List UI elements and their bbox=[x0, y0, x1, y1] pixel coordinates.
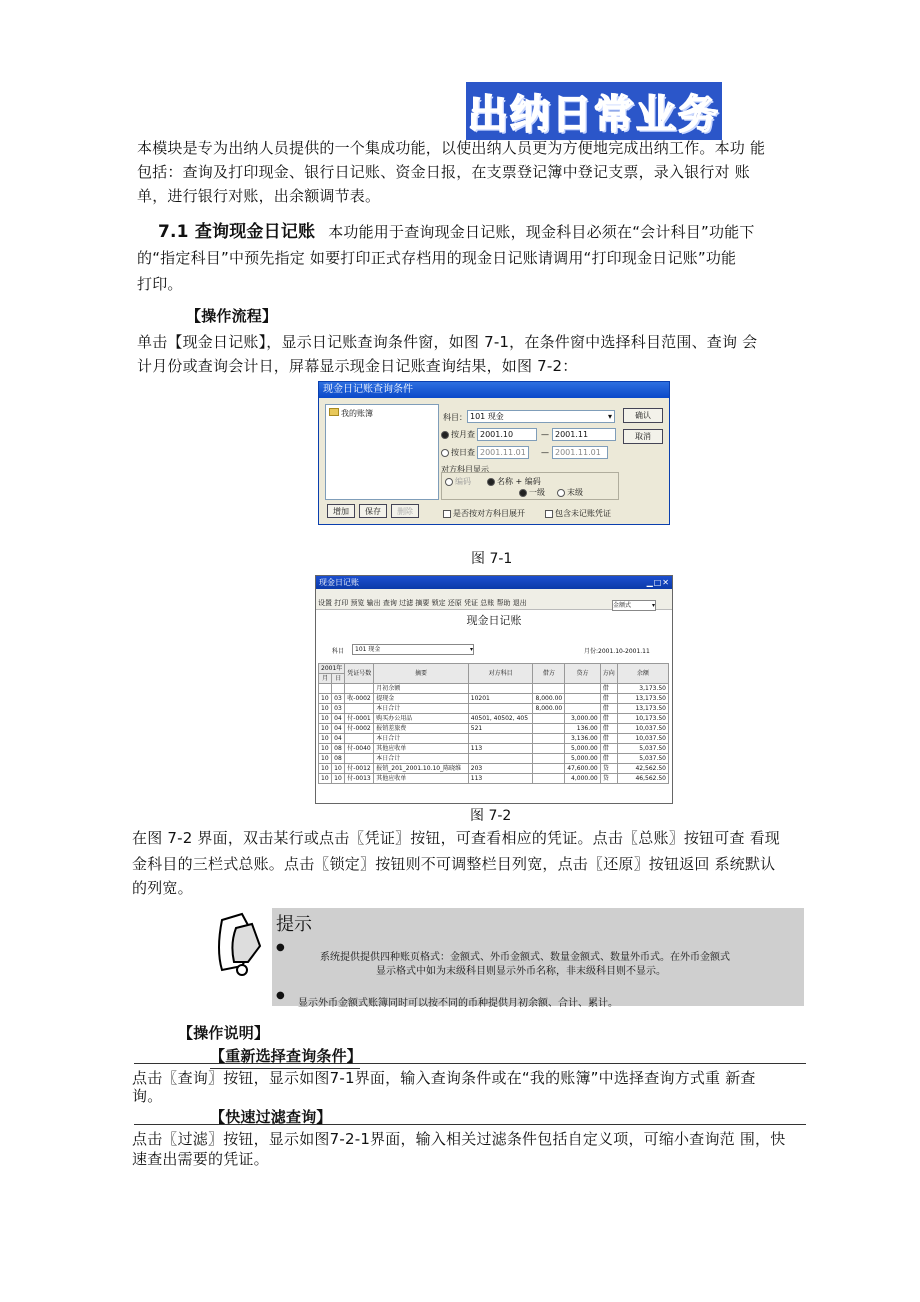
flow-line-2: 计月份或查询会计日，屏幕显示现金日记账查询结果，如图 7-2： bbox=[137, 357, 578, 375]
table-cell: 贷 bbox=[600, 764, 617, 774]
table-cell: 10 bbox=[319, 724, 332, 734]
chevron-down-icon: ▾ bbox=[651, 602, 655, 609]
section-text: 本功能用于查询现金日记账，现金科目必须在“会计科目”功能下 bbox=[328, 223, 755, 241]
table-cell: 113 bbox=[468, 744, 533, 754]
table-cell: 借 bbox=[600, 684, 617, 694]
tip-box bbox=[272, 908, 804, 1009]
col-direction: 方向 bbox=[600, 664, 617, 684]
table-cell: 04 bbox=[332, 734, 345, 744]
include-unposted-checkbox[interactable] bbox=[545, 508, 611, 519]
table-cell: 203 bbox=[468, 764, 533, 774]
radio-icon bbox=[441, 431, 449, 439]
day-from-field[interactable]: 2001.11.01 bbox=[477, 446, 529, 459]
ops-sub2-line-1: 点击〖过滤〗按钮，显示如图7-2-1界面，输入相关过滤条件包括自定义项，可缩小查询范 围，快 bbox=[132, 1130, 786, 1148]
menu-strip bbox=[316, 589, 672, 598]
table-cell: 借 bbox=[600, 734, 617, 744]
table-cell: 10 bbox=[319, 764, 332, 774]
table-cell: 提现金 bbox=[374, 694, 468, 704]
table-cell: 113 bbox=[468, 774, 533, 784]
table-cell: 付-0002 bbox=[345, 724, 374, 734]
table-row[interactable] bbox=[319, 704, 669, 714]
table-cell: 10 bbox=[319, 714, 332, 724]
ok-button[interactable]: 确认 bbox=[623, 408, 663, 423]
table-cell: 本日合计 bbox=[374, 734, 468, 744]
subject-value: 101 现金 bbox=[355, 646, 381, 653]
table-cell bbox=[468, 754, 533, 764]
table-cell: 4,000.00 bbox=[565, 774, 601, 784]
figure-7-1-caption: 图 7-1 bbox=[471, 551, 513, 567]
table-cell: 借 bbox=[600, 694, 617, 704]
intro-line-2: 包括：查询及打印现金、银行日记账、资金日报，在支票登记簿中登记支票，录入银行对 账 bbox=[137, 163, 750, 181]
table-cell: 报销_201_2001.10.10_陈晓维 bbox=[374, 764, 468, 774]
table-row[interactable] bbox=[319, 724, 669, 734]
table-cell: 贷 bbox=[600, 774, 617, 784]
query-condition-dialog bbox=[318, 381, 670, 525]
table-cell: 借 bbox=[600, 744, 617, 754]
flow-heading: 【操作流程】 bbox=[186, 307, 278, 325]
col-opposite: 对方科目 bbox=[468, 664, 533, 684]
toolbar-items[interactable]: 设置 打印 预览 输出 查询 过滤 摘要 锁定 还原 凭证 总账 帮助 退出 bbox=[318, 599, 527, 607]
save-button[interactable]: 保存 bbox=[359, 504, 387, 518]
table-cell: 收-0002 bbox=[345, 694, 374, 704]
table-cell: 3,136.00 bbox=[565, 734, 601, 744]
ops-sub2-heading: 【快速过滤查询】 bbox=[210, 1108, 332, 1126]
ops-sub1-heading: 【重新选择查询条件】 bbox=[210, 1044, 360, 1069]
ops-sub1-line-1: 点击〖查询〗按钮，显示如图7-1界面，输入查询条件或在“我的账簿”中选择查询方式重 新查 bbox=[132, 1069, 756, 1087]
bell-icon bbox=[212, 910, 266, 980]
table-cell bbox=[533, 764, 565, 774]
table-row[interactable] bbox=[319, 714, 669, 724]
cancel-button[interactable]: 取消 bbox=[623, 429, 663, 444]
table-cell: 08 bbox=[332, 744, 345, 754]
opt-code-label: 编码 bbox=[455, 477, 471, 486]
table-row[interactable] bbox=[319, 754, 669, 764]
section-7-1-line-2: 的“指定科目”中预先指定 如要打印正式存档用的现金日记账请调用“打印现金日记账”功能 bbox=[137, 249, 737, 267]
table-cell: 10 bbox=[319, 704, 332, 714]
subject-label: 科目： bbox=[443, 413, 467, 422]
table-cell bbox=[533, 734, 565, 744]
subject-label: 科目 bbox=[332, 648, 345, 655]
table-cell bbox=[533, 774, 565, 784]
table-cell: 8,000.00 bbox=[533, 694, 565, 704]
table-row[interactable] bbox=[319, 694, 669, 704]
table-cell: 付-0040 bbox=[345, 744, 374, 754]
table-row[interactable] bbox=[319, 744, 669, 754]
col-month: 月 bbox=[319, 674, 332, 684]
subject-value: 101 现金 bbox=[470, 412, 504, 421]
subject-select[interactable] bbox=[467, 410, 615, 423]
table-cell: 3,000.00 bbox=[565, 714, 601, 724]
toolbar[interactable] bbox=[316, 598, 672, 610]
divider bbox=[134, 1124, 806, 1125]
title-art-banner: 出纳日常业务 bbox=[466, 82, 722, 140]
radio-icon bbox=[487, 478, 495, 486]
tip-item-2: 显示外币金额式账簿同时可以按不同的币种提供月初余额、合计、累计。 bbox=[298, 998, 618, 1009]
bullet-icon: ● bbox=[276, 990, 285, 1001]
section-7-1-line-3: 打印。 bbox=[137, 275, 183, 293]
tip-title: 提示 bbox=[276, 914, 312, 935]
add-button[interactable]: 增加 bbox=[327, 504, 355, 518]
tree-item-my-books[interactable]: 我的账簿 bbox=[341, 409, 373, 418]
table-cell: 购买办公用品 bbox=[374, 714, 468, 724]
table-cell bbox=[565, 704, 601, 714]
figure-7-2-caption: 图 7-2 bbox=[470, 808, 512, 824]
year-header: 2001年 bbox=[319, 664, 345, 674]
journal-heading: 现金日记账 bbox=[466, 614, 522, 627]
table-cell: 月初余额 bbox=[374, 684, 468, 694]
after-fig2-line-1: 在图 7-2 界面，双击某行或点击〖凭证〗按钮，可查看相应的凭证。点击〖总账〗按钮可查 看现 bbox=[132, 829, 781, 847]
window-title: 现金日记账 bbox=[319, 578, 359, 587]
after-fig2-line-3: 的列宽。 bbox=[132, 879, 193, 897]
table-cell: 本日合计 bbox=[374, 754, 468, 764]
opt-level1-radio[interactable] bbox=[519, 487, 545, 498]
table-cell: 04 bbox=[332, 724, 345, 734]
table-row[interactable] bbox=[319, 774, 669, 784]
chevron-down-icon: ▾ bbox=[469, 646, 473, 653]
table-cell: 10201 bbox=[468, 694, 533, 704]
col-balance: 余额 bbox=[617, 664, 668, 684]
table-cell: 10,173.50 bbox=[617, 714, 668, 724]
table-cell: 借 bbox=[600, 704, 617, 714]
checkbox-icon bbox=[545, 510, 553, 518]
col-voucher: 凭证号数 bbox=[345, 664, 374, 684]
ops-sub2-line-2: 速查出需要的凭证。 bbox=[132, 1150, 269, 1168]
table-cell: 10 bbox=[332, 774, 345, 784]
table-cell: 本日合计 bbox=[374, 704, 468, 714]
format-value: 金额式 bbox=[613, 602, 632, 609]
section-heading: 7.1 查询现金日记账 bbox=[158, 222, 316, 242]
table-cell: 136.00 bbox=[565, 724, 601, 734]
opt-code-radio[interactable] bbox=[445, 476, 471, 487]
table-cell: 42,562.50 bbox=[617, 764, 668, 774]
table-cell bbox=[533, 724, 565, 734]
month-to-select[interactable]: 2001.11 bbox=[552, 428, 616, 441]
section-7-1-line-1 bbox=[137, 220, 755, 244]
table-cell bbox=[533, 684, 565, 694]
chevron-down-icon: ▾ bbox=[607, 412, 612, 421]
opposite-group-label: 对方科目显示 bbox=[441, 465, 489, 474]
tip-item-1b: 显示格式中如为末级科目则显示外币名称，非末级科目则不显示。 bbox=[376, 966, 666, 977]
table-row[interactable] bbox=[319, 684, 669, 694]
table-row[interactable] bbox=[319, 734, 669, 744]
col-day: 日 bbox=[332, 674, 345, 684]
col-credit: 贷方 bbox=[565, 664, 601, 684]
table-cell: 10 bbox=[319, 744, 332, 754]
table-cell: 8,000.00 bbox=[533, 704, 565, 714]
subject-select[interactable] bbox=[352, 644, 474, 655]
opt-level1-label: 一级 bbox=[529, 488, 545, 497]
flow-line-1: 单击【现金日记账】，显示日记账查询条件窗，如图 7-1，在条件窗中选择科目范围、查询 会 bbox=[137, 333, 758, 351]
cash-journal-window bbox=[315, 575, 673, 804]
table-cell bbox=[468, 704, 533, 714]
table-cell: 10,037.50 bbox=[617, 724, 668, 734]
table-cell: 10 bbox=[319, 774, 332, 784]
table-cell: 10 bbox=[332, 764, 345, 774]
table-cell: 10 bbox=[319, 734, 332, 744]
radio-icon bbox=[441, 449, 449, 457]
col-summary: 摘要 bbox=[374, 664, 468, 684]
table-cell bbox=[533, 754, 565, 764]
table-cell bbox=[468, 734, 533, 744]
table-cell: 40501, 40502, 405 bbox=[468, 714, 533, 724]
table-cell: 10 bbox=[319, 694, 332, 704]
table-cell: 借 bbox=[600, 714, 617, 724]
opt-name-code-label: 名称 + 编码 bbox=[497, 477, 541, 486]
my-books-tree[interactable] bbox=[325, 404, 439, 500]
window-title-bar bbox=[316, 576, 672, 589]
period-label: 月份:2001.10-2001.11 bbox=[584, 648, 650, 655]
table-cell: 03 bbox=[332, 704, 345, 714]
after-fig2-line-2: 金科目的三栏式总账。点击〖锁定〗按钮则不可调整栏目列宽，点击〖还原〗按钮返回 系统默认 bbox=[132, 855, 776, 873]
table-cell: 借 bbox=[600, 754, 617, 764]
table-cell bbox=[565, 684, 601, 694]
table-cell bbox=[533, 714, 565, 724]
delete-button[interactable]: 删除 bbox=[391, 504, 419, 518]
ops-sub1-line-2: 询。 bbox=[132, 1087, 163, 1105]
by-month-radio[interactable] bbox=[441, 429, 475, 440]
table-cell: 3,173.50 bbox=[617, 684, 668, 694]
table-cell bbox=[345, 734, 374, 744]
table-cell bbox=[533, 744, 565, 754]
table-cell: 其他应收单 bbox=[374, 744, 468, 754]
table-cell: 5,000.00 bbox=[565, 754, 601, 764]
opt-last-radio[interactable] bbox=[557, 487, 583, 498]
ops-heading: 【操作说明】 bbox=[178, 1024, 270, 1042]
table-cell bbox=[345, 684, 374, 694]
table-cell: 借 bbox=[600, 724, 617, 734]
table-cell bbox=[319, 684, 332, 694]
table-cell: 10 bbox=[319, 754, 332, 764]
include-label: 包含未记账凭证 bbox=[555, 509, 611, 518]
by-month-label: 按月查 bbox=[451, 430, 475, 439]
day-to-field[interactable]: 2001.11.01 bbox=[552, 446, 608, 459]
table-cell: 13,173.50 bbox=[617, 704, 668, 714]
opt-last-label: 末级 bbox=[567, 488, 583, 497]
table-cell: 04 bbox=[332, 714, 345, 724]
expand-label: 是否按对方科目展开 bbox=[453, 509, 525, 518]
intro-line-1: 本模块是专为出纳人员提供的一个集成功能，以使出纳人员更为方便地完成出纳工作。本功 能 bbox=[137, 139, 766, 157]
table-cell: 13,173.50 bbox=[617, 694, 668, 704]
table-row[interactable] bbox=[319, 764, 669, 774]
table-cell bbox=[565, 694, 601, 704]
table-cell: 付-0013 bbox=[345, 774, 374, 784]
table-cell: 其他应收单 bbox=[374, 774, 468, 784]
table-cell: 5,000.00 bbox=[565, 744, 601, 754]
divider bbox=[134, 1063, 806, 1064]
table-cell: 10,037.50 bbox=[617, 734, 668, 744]
table-cell bbox=[345, 754, 374, 764]
by-day-radio[interactable] bbox=[441, 447, 475, 458]
radio-icon bbox=[557, 489, 565, 497]
window-controls-icon[interactable]: ▁□✕ bbox=[646, 578, 670, 587]
range-dash: — bbox=[541, 430, 549, 439]
journal-table bbox=[318, 663, 669, 784]
table-cell: 付-0012 bbox=[345, 764, 374, 774]
table-cell: 521 bbox=[468, 724, 533, 734]
col-debit: 借方 bbox=[533, 664, 565, 684]
table-cell bbox=[345, 704, 374, 714]
intro-line-3: 单，进行银行对账，出余额调节表。 bbox=[137, 187, 381, 205]
table-cell: 5,037.50 bbox=[617, 744, 668, 754]
month-from-select[interactable]: 2001.10 bbox=[477, 428, 537, 441]
checkbox-icon bbox=[443, 510, 451, 518]
table-cell: 5,037.50 bbox=[617, 754, 668, 764]
opt-name-code-radio[interactable] bbox=[487, 476, 541, 487]
format-select[interactable] bbox=[612, 600, 656, 611]
radio-icon bbox=[445, 478, 453, 486]
range-dash-2: — bbox=[541, 448, 549, 457]
dialog-title: 现金日记账查询条件 bbox=[319, 382, 669, 398]
expand-checkbox[interactable] bbox=[443, 508, 525, 519]
folder-icon bbox=[329, 408, 339, 416]
bullet-icon: ● bbox=[276, 942, 285, 953]
radio-icon bbox=[519, 489, 527, 497]
table-cell bbox=[332, 684, 345, 694]
table-cell: 08 bbox=[332, 754, 345, 764]
tip-item-1a: 系统提供提供四种账页格式：金额式、外币金额式、数量金额式、数量外币式。在外币金额式 bbox=[320, 952, 730, 963]
table-cell: 付-0001 bbox=[345, 714, 374, 724]
table-cell: 46,562.50 bbox=[617, 774, 668, 784]
table-cell: 报销差旅费 bbox=[374, 724, 468, 734]
table-cell bbox=[468, 684, 533, 694]
by-day-label: 按日查 bbox=[451, 448, 475, 457]
table-cell: 47,600.00 bbox=[565, 764, 601, 774]
table-cell: 03 bbox=[332, 694, 345, 704]
